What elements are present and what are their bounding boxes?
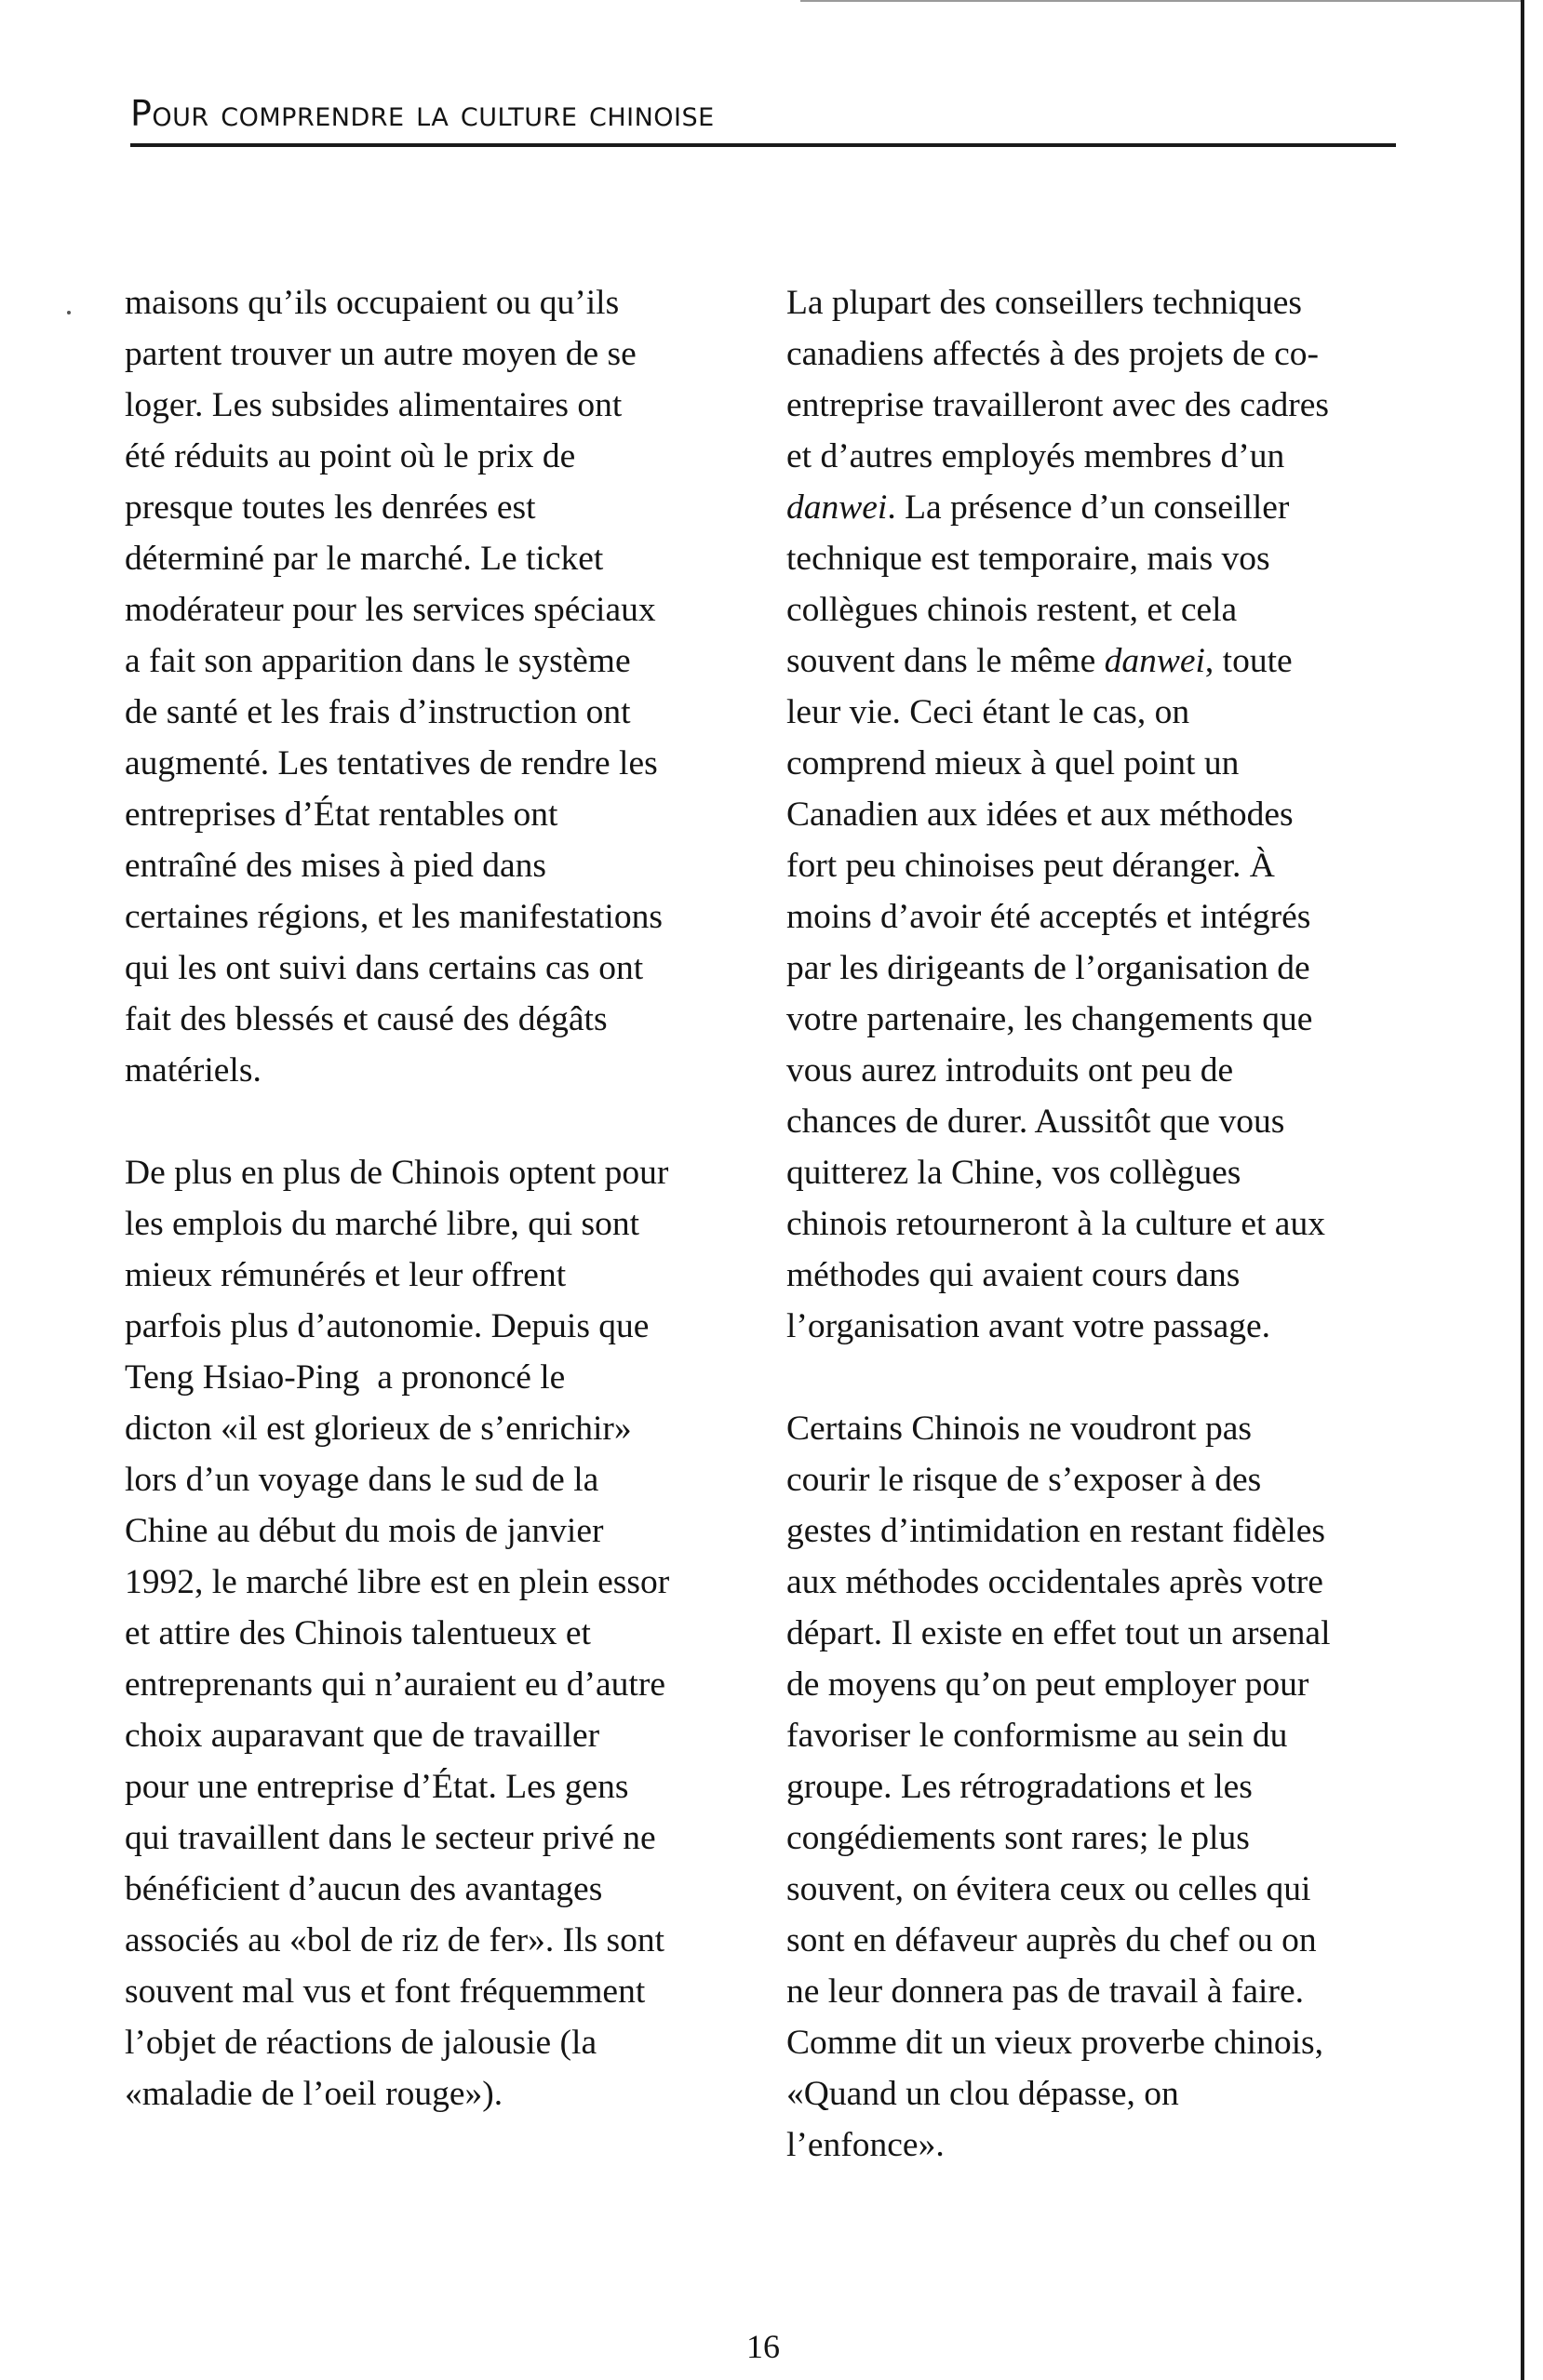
page-top-edge <box>800 0 1524 2</box>
paragraph-gap <box>786 1352 1419 1403</box>
running-header <box>130 89 1396 147</box>
right-paragraph-1 <box>786 277 1419 1352</box>
paragraph-gap <box>125 1096 758 1147</box>
italic-term: danwei <box>786 488 888 527</box>
text-run: La plupart des conseillers techniques canadiens affectés à des projets de co- entreprise travailleront avec des cadres et d’autres employés membres d’un <box>786 284 1330 475</box>
left-paragraph-1: maisons qu’ils occupaient ou qu’ils partent trouver un autre moyen de se loger. Les subsides alimentaires ont été réduits au point où le prix de presque toutes les denrées est déterminé par le marché. Le ticket modérateur pour les services spéciaux a fait son apparition dans le système de santé et les frais d’instruction ont augmenté. Les tentatives de rendre les entreprises d’État rentables ont entraîné des mises à pied dans certaines régions, et les manifestations qui les ont suivi dans certains cas ont fait des blessés et causé des dégâts matériels. <box>125 284 663 1090</box>
italic-term: danwei <box>1104 642 1205 680</box>
left-paragraph-2: De plus en plus de Chinois optent pour les emplois du marché libre, qui sont mieux rémunérés et leur offrent parfois plus d’autonomie. Depuis que Teng Hsiao-Ping a prononcé le dicton «il est glorieux de s’enrichir» lors d’un voyage dans le sud de la Chine au début du mois de janvier 1992, le marché libre est en plein essor et attire des Chinois talentueux et entreprenants qui n’auraient eu d’autre choix auparavant que de travailler pour une entreprise d’État. Les gens qui travaillent dans le secteur privé ne bénéficient d’aucun des avantages associés au «bol de riz de fer». Ils sont souvent mal vus et font fréquemment l’objet de réactions de jalousie (la «maladie de l’oeil rouge»). <box>125 1154 670 2113</box>
left-column <box>125 277 758 2119</box>
text-run: . La présence d’un conseiller technique est temporaire, mais vos collègues chinois restent, et cela souvent dans le même <box>786 488 1290 680</box>
right-column <box>786 277 1419 2171</box>
running-title: Pour comprendre la culture chinoise <box>130 93 715 134</box>
stray-mark <box>67 311 71 314</box>
text-run: , toute leur vie. Ceci étant le cas, on comprend mieux à quel point un Canadien aux idées et aux méthodes fort peu chinoises peut déranger. À moins d’avoir été acceptés et intégrés par les dirigeants de l’organisation de votre partenaire, les changements que vous aurez introduits ont peu de chances de durer. Aussitôt que vous quitterez la Chine, vos collègues chinois retourneront à la culture et aux méthodes qui avaient cours dans l’organisation avant votre passage. <box>786 642 1325 1345</box>
page-right-edge <box>1521 0 1524 2380</box>
page-number: 16 <box>746 2328 780 2365</box>
right-paragraph-2: Certains Chinois ne voudront pas courir le risque de s’exposer à des gestes d’intimidation en restant fidèles aux méthodes occidentales après votre départ. Il existe en effet tout un arsenal de moyens qu’on peut employer pour favoriser le conformisme au sein du groupe. Les rétrogradations et les congédiements sont rares; le plus souvent, on évitera ceux ou celles qui sont en défaveur auprès du chef ou on ne leur donnera pas de travail à faire. Comme dit un vieux proverbe chinois, «Quand un clou dépasse, on l’enfonce». <box>786 1410 1331 2164</box>
